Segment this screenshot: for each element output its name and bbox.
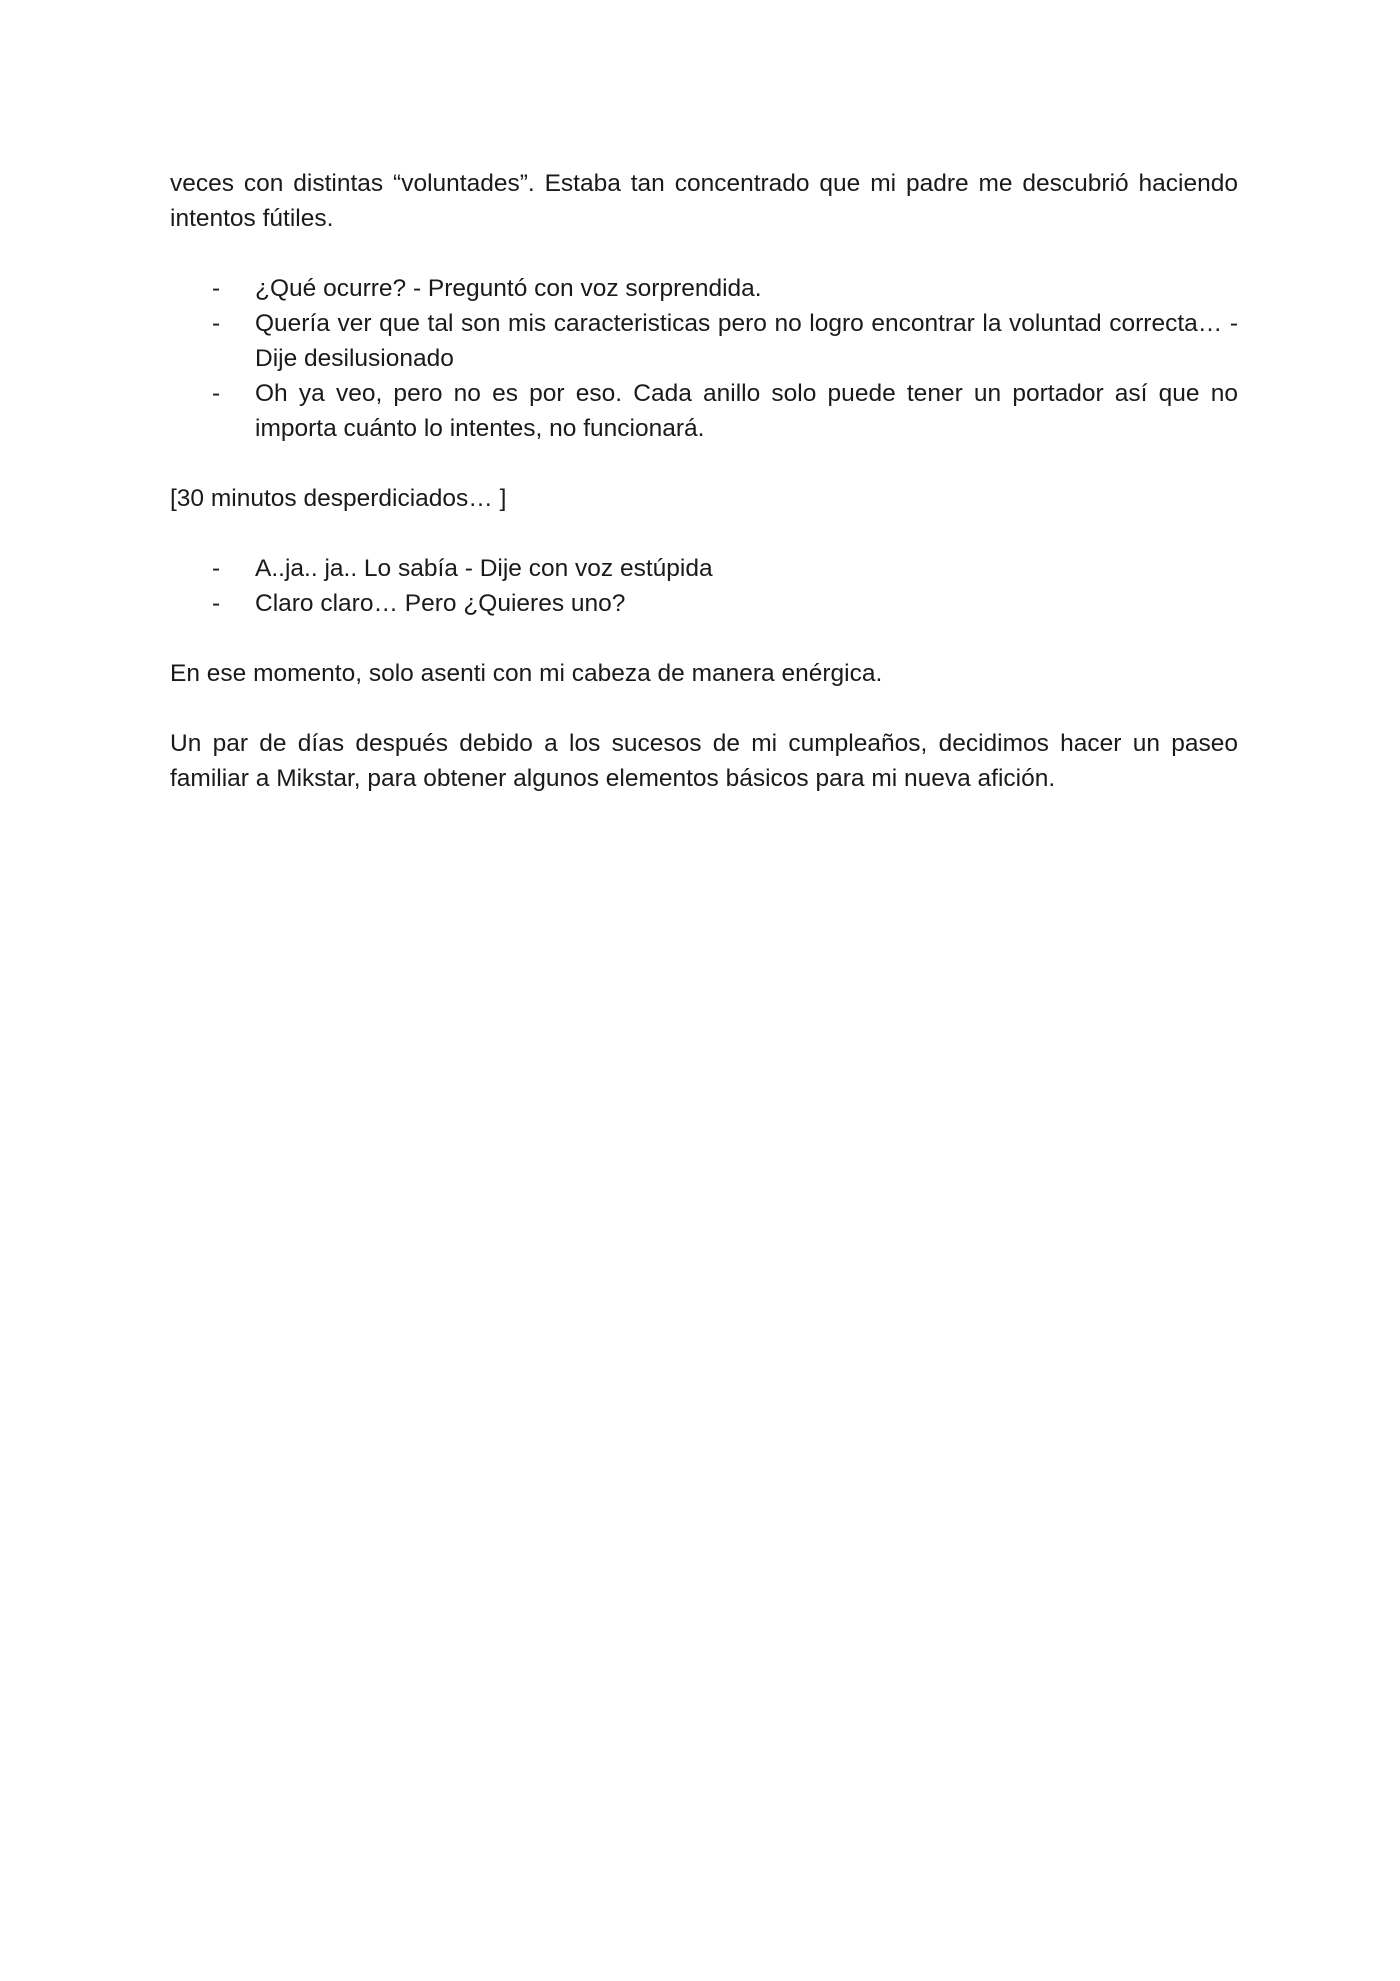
dash-marker: - <box>212 555 221 582</box>
paragraph-interlude: [30 minutos desperdiciados… ] <box>170 485 507 512</box>
spacer <box>170 516 1238 551</box>
dialogue-line <box>170 586 1238 621</box>
dialogue-text: Oh ya veo, pero no es por eso. Cada anillo solo puede tener un portador así que no importa cuánto lo intentes, no funcionará. <box>255 380 1238 442</box>
dialogue-line <box>170 551 1238 586</box>
spacer <box>170 446 1238 481</box>
dialogue-text: ¿Qué ocurre? - Preguntó con voz sorprendida. <box>255 275 762 302</box>
dash-marker: - <box>212 380 221 407</box>
dash-marker: - <box>212 590 221 617</box>
dialogue-line <box>170 306 1238 376</box>
dialogue-text: A..ja.. ja.. Lo sabía - Dije con voz estúpida <box>255 555 713 582</box>
document-page <box>170 166 1238 796</box>
spacer <box>170 621 1238 656</box>
spacer <box>170 236 1238 271</box>
spacer <box>170 691 1238 726</box>
dialogue-list-1 <box>170 271 1238 446</box>
dialogue-line <box>170 376 1238 446</box>
dialogue-text: Claro claro… Pero ¿Quieres uno? <box>255 590 626 617</box>
dash-marker: - <box>212 310 221 337</box>
dialogue-list-2 <box>170 551 1238 621</box>
paragraph-intro: veces con distintas “voluntades”. Estaba tan concentrado que mi padre me descubrió haciendo intentos fútiles. <box>170 170 1238 232</box>
dialogue-text: Quería ver que tal son mis caracteristicas pero no logro encontrar la voluntad correcta… - Dije desilusionado <box>255 310 1238 372</box>
paragraph-outing: Un par de días después debido a los sucesos de mi cumpleaños, decidimos hacer un paseo familiar a Mikstar, para obtener algunos elementos básicos para mi nueva afición. <box>170 730 1238 792</box>
dialogue-line <box>170 271 1238 306</box>
paragraph-nod: En ese momento, solo asenti con mi cabeza de manera enérgica. <box>170 660 883 687</box>
dash-marker: - <box>212 275 221 302</box>
